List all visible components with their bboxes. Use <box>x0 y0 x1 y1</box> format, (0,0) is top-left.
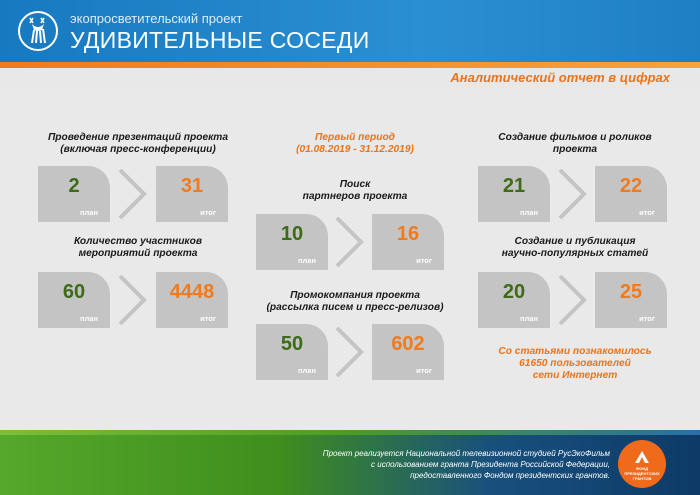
reach-note: Со статьями познакомилось 61650 пользователей сети Интернет <box>498 346 652 381</box>
metric-participants-plan: 60 план <box>38 272 110 328</box>
chevron-right-icon <box>116 166 150 222</box>
project-title: УДИВИТЕЛЬНЫЕ СОСЕДИ <box>70 27 370 53</box>
metric-articles-caption: Создание и публикация научно-популярных статей <box>501 236 649 259</box>
metric-articles-result: 25 итог <box>595 272 667 328</box>
metric-promo-caption: Промокомпания проекта (рассылка писем и пресс-релизов) <box>266 290 444 313</box>
footer-credit: Проект реализуется Национальной телевизионной студией РусЭкоФильм с использованием гранта Президента Российской Федерации, предоставленного Фондом президентских грантов. <box>322 449 610 480</box>
chevron-right-icon <box>333 324 367 380</box>
metric-films-plan: 21 план <box>478 166 550 222</box>
chevron-right-icon <box>556 166 590 222</box>
chevron-right-icon <box>556 272 590 328</box>
metric-promo-result: 602 итог <box>372 324 444 380</box>
metric-presentations-result: 31 итог <box>156 166 228 222</box>
project-subtitle: экопросветительский проект <box>70 11 243 26</box>
metric-partners-plan: 10 план <box>256 214 328 270</box>
period-caption: Первый период (01.08.2019 - 31.12.2019) <box>296 132 414 155</box>
metric-presentations-caption: Проведение презентаций проекта (включая пресс-конференции) <box>47 132 229 155</box>
metric-films-caption: Создание фильмов и роликов проекта <box>498 132 652 155</box>
chevron-right-icon <box>333 214 367 270</box>
header-accent-band <box>0 62 700 68</box>
metric-articles-plan: 20 план <box>478 272 550 328</box>
metric-partners-result: 16 итог <box>372 214 444 270</box>
grant-emblem-icon <box>632 448 652 468</box>
metric-participants-caption: Количество участников мероприятий проекта <box>74 236 202 259</box>
metric-presentations-plan: 2 план <box>38 166 110 222</box>
metric-films-result: 22 итог <box>595 166 667 222</box>
metric-participants-result: 4448 итог <box>156 272 228 328</box>
chevron-right-icon <box>116 272 150 328</box>
metric-promo-plan: 50 план <box>256 324 328 380</box>
deer-logo-icon <box>17 10 59 52</box>
grant-fund-logo: ФОНД ПРЕЗИДЕНТСКИХ ГРАНТОВ <box>618 440 666 488</box>
metric-partners-caption: Поиск партнеров проекта <box>302 179 408 202</box>
report-title: Аналитический отчет в цифрах <box>450 70 670 85</box>
